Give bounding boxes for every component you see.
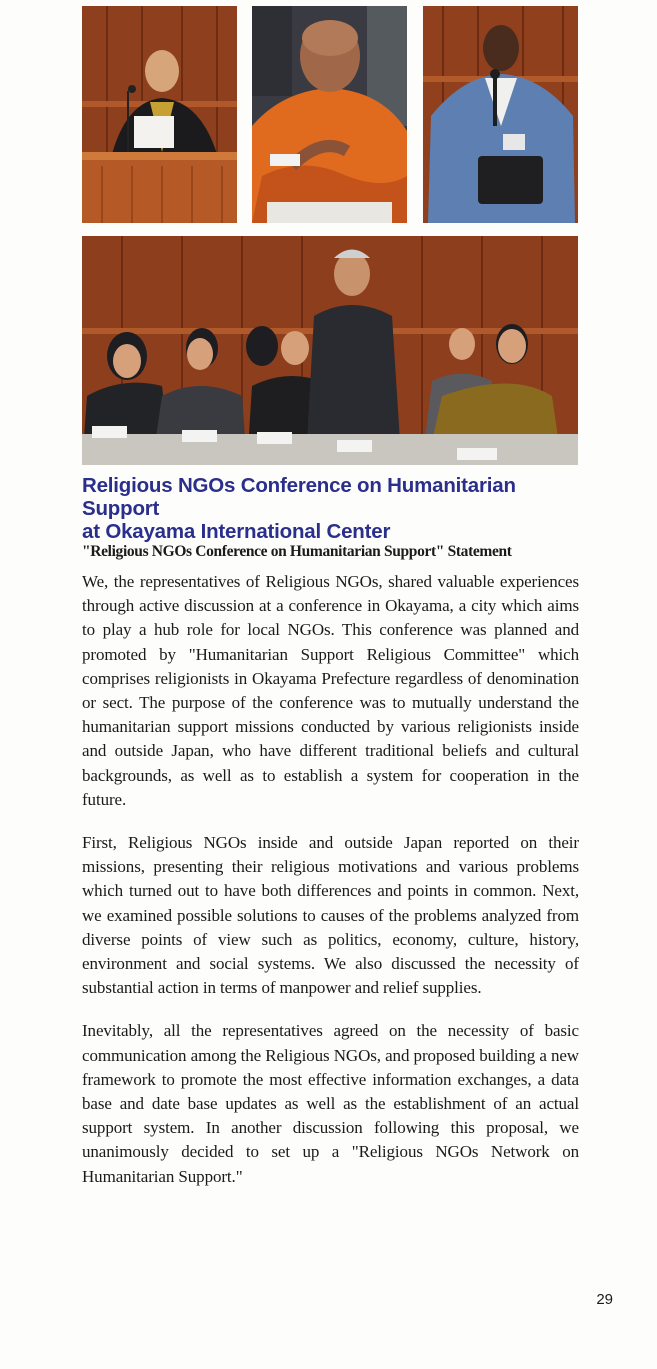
paragraph: Inevitably, all the representatives agreed on the necessity of basic communication among the Religious NGOs, and proposed building a new framework to promote the most effective information exchanges, a data base and date base updates as well as the establishment of an actual support system. In another discussion following this proposal, we unanimously decided to set up a "Religious NGOs Network on Humanitarian Support." [82,1021,579,1186]
photo-speaker-at-podium [82,6,237,223]
page-number: 29 [596,1291,613,1308]
heading-line: Religious NGOs Conference on Humanitarian Support [82,474,516,520]
article-body [82,570,579,1208]
paragraph: We, the representatives of Religious NGOs, shared valuable experiences through active discussion at a conference in Okayama, a city which aims to play a hub role for local NGOs. This conference was planned and promoted by "Humanitarian Support Religious Committee" which comprises religionists in Okayama Prefecture regardless of denomination or sect. The purpose of the conference was to mutually understand the humanitarian support missions conducted by various religionists inside and outside Japan, who have different traditional beliefs and cultural backgrounds, as well as to establish a system for cooperation in the future. [82,572,579,809]
photo-conference-audience [82,236,578,465]
photo-speaker-with-microphone [423,6,578,223]
heading-line: at Okayama International Center [82,520,391,543]
paragraph: First, Religious NGOs inside and outside Japan reported on their missions, presenting their religious motivations and various problems which turned out to have both differences and points in common. Next, we examined possible solutions to causes of the problems analyzed from diverse points of view such as politics, economy, culture, history, environment and social systems. We also discussed the necessity of substantial action in terms of manpower and relief supplies. [82,833,579,998]
article-heading [82,474,582,543]
photo-monk-in-orange-robe [252,6,407,223]
statement-title: "Religious NGOs Conference on Humanitarian Support" Statement [82,543,512,560]
